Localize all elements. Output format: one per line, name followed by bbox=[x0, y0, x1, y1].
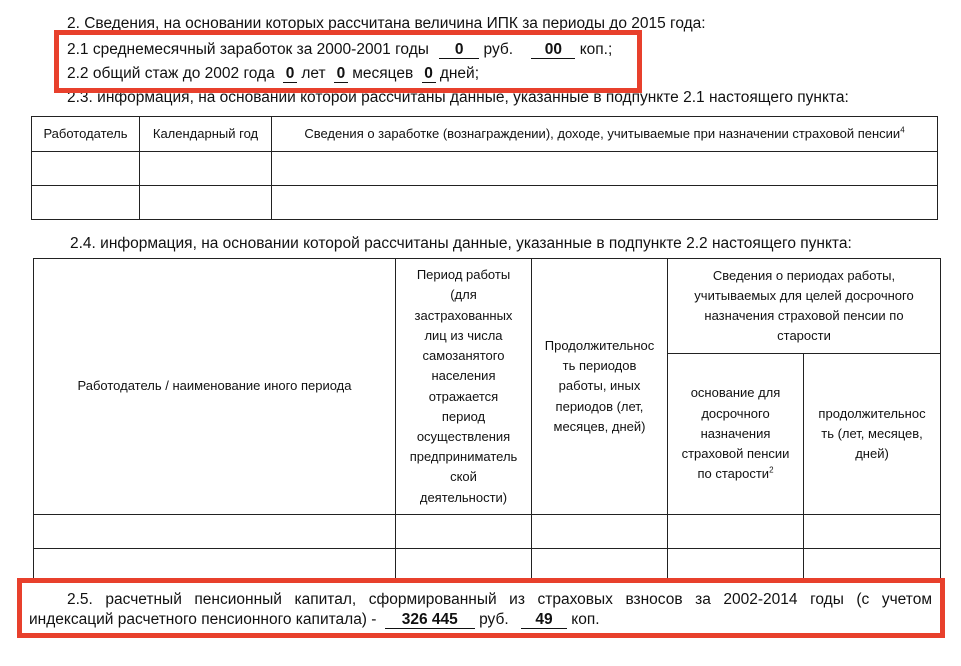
table-row bbox=[32, 186, 938, 220]
earnings-table-header-earnings bbox=[272, 117, 938, 152]
table-cell bbox=[804, 515, 941, 549]
earnings-table-header-earnings-text: Сведения о заработке (вознаграждении), доходе, учитываемые при назначении страховой пенсии bbox=[304, 125, 901, 141]
section-2-1-rub-label: руб. bbox=[483, 41, 514, 58]
table-cell bbox=[32, 186, 140, 220]
header-text-line: продолжительнос bbox=[818, 405, 926, 421]
header-text-line: Продолжительнос bbox=[544, 337, 655, 353]
highlight-box-top bbox=[54, 30, 642, 93]
section-2-1-kop-label: коп.; bbox=[579, 41, 613, 58]
table-cell bbox=[396, 515, 532, 549]
header-text-line: отражается bbox=[428, 388, 499, 404]
section-2-2-days-label: дней; bbox=[439, 65, 480, 82]
header-text-line: по старости$^2$ bbox=[697, 465, 774, 482]
header-text-line: Сведения о периодах работы, bbox=[712, 267, 896, 283]
header-text-line: застрахованных bbox=[414, 307, 513, 323]
header-text-line: деятельности) bbox=[419, 489, 508, 505]
section-2-5-line-2 bbox=[29, 610, 600, 630]
table-cell bbox=[272, 186, 938, 220]
section-2-2-years-label: лет bbox=[301, 65, 326, 82]
table-cell bbox=[140, 152, 272, 186]
header-text-line: основание для bbox=[690, 385, 781, 401]
highlight-box-top-mask bbox=[59, 87, 637, 88]
section-2-2-years-value: 0 bbox=[283, 65, 297, 83]
section-2-5-kop-label: коп. bbox=[571, 611, 600, 628]
section-2-2-label: 2.2 общий стаж до 2002 года bbox=[67, 65, 275, 82]
header-text-line: старости bbox=[777, 328, 831, 344]
header-text-line: назначения страховой пенсии по bbox=[704, 308, 904, 323]
footnote-4-sup: 4 bbox=[900, 125, 905, 135]
earnings-table bbox=[31, 116, 938, 220]
table-cell bbox=[668, 515, 804, 549]
section-2-4-title-text: 2.4. информация, на основании которой рассчитаны данные, указанные в подпункте 2.2 настоящего пункта: bbox=[70, 235, 852, 252]
periods-table-header-duration bbox=[532, 259, 668, 515]
section-2-4-title bbox=[70, 234, 852, 254]
table-cell bbox=[32, 152, 140, 186]
section-2-5-kop-value: 49 bbox=[521, 611, 567, 629]
header-text-line: досрочного bbox=[701, 405, 770, 421]
table-row bbox=[34, 515, 941, 549]
section-2-1-label: 2.1 среднемесячный заработок за 2000-2001 годы bbox=[67, 41, 429, 58]
header-text-line: страховой пенсии bbox=[681, 446, 790, 462]
section-2-title-text: 2. Сведения, на основании которых рассчитана величина ИПК за периоды до 2015 года: bbox=[67, 15, 706, 32]
header-text-line: работы, иных bbox=[558, 378, 641, 394]
header-text-line: (для bbox=[450, 287, 477, 303]
header-text-line: период bbox=[441, 408, 486, 424]
table-cell bbox=[532, 515, 668, 549]
section-2-1-kop-value: 00 bbox=[531, 41, 575, 59]
section-2-2-days-value: 0 bbox=[422, 65, 436, 83]
table-cell bbox=[34, 515, 396, 549]
header-text-line: учитываемых для целей досрочного bbox=[694, 287, 914, 303]
header-text-line: населения bbox=[431, 368, 496, 384]
header-text-line: ть периодов bbox=[562, 358, 637, 374]
header-text-line: назначения bbox=[700, 425, 771, 441]
section-2-5-label: индексаций расчетного пенсионного капитала) - bbox=[29, 611, 377, 628]
header-text-line: дней) bbox=[855, 446, 889, 462]
periods-table bbox=[33, 258, 941, 589]
section-2-5-line-1-text: 2.5. расчетный пенсионный капитал, сформированный из страховых взносов за 2002-2014 годы (с учетом bbox=[67, 591, 932, 608]
header-text-line: лиц из числа bbox=[424, 327, 503, 343]
header-text-line: предприниматель bbox=[409, 449, 518, 465]
table-cell bbox=[140, 186, 272, 220]
earnings-table-header-year: Календарный год bbox=[140, 117, 272, 152]
header-text-line: самозанятого bbox=[422, 348, 505, 364]
section-2-5-rub-label: руб. bbox=[479, 611, 509, 628]
table-row bbox=[32, 152, 938, 186]
section-2-5-line-1 bbox=[67, 590, 932, 610]
periods-table-header-employer: Работодатель / наименование иного периода bbox=[34, 259, 396, 515]
earnings-table-header-employer: Работодатель bbox=[32, 117, 140, 152]
section-2-2-months-value: 0 bbox=[334, 65, 348, 83]
periods-table-header-early-duration bbox=[804, 354, 941, 515]
section-2-5-rub-value: 326 445 bbox=[385, 611, 475, 629]
header-text-line: месяцев, дней) bbox=[553, 418, 646, 434]
header-text-line: Период работы bbox=[416, 267, 511, 283]
footnote-sup: 2 bbox=[769, 465, 774, 475]
table-cell bbox=[272, 152, 938, 186]
header-text-line: осуществления bbox=[416, 428, 511, 444]
section-2-2-months-label: месяцев bbox=[352, 65, 414, 82]
periods-table-header-early-pension-group bbox=[668, 259, 941, 354]
section-2-3-title-text: 2.3. информация, на основании которой рассчитаны данные, указанные в подпункте 2.1 настоящего пункта: bbox=[67, 89, 849, 106]
header-text-line: ской bbox=[450, 469, 477, 485]
periods-table-header-basis bbox=[668, 354, 804, 515]
header-text-line: ть (лет, месяцев, bbox=[821, 425, 923, 441]
periods-table-header-period bbox=[396, 259, 532, 515]
section-2-1-rub-value: 0 bbox=[439, 41, 479, 59]
header-text-line: периодов (лет, bbox=[555, 398, 644, 414]
